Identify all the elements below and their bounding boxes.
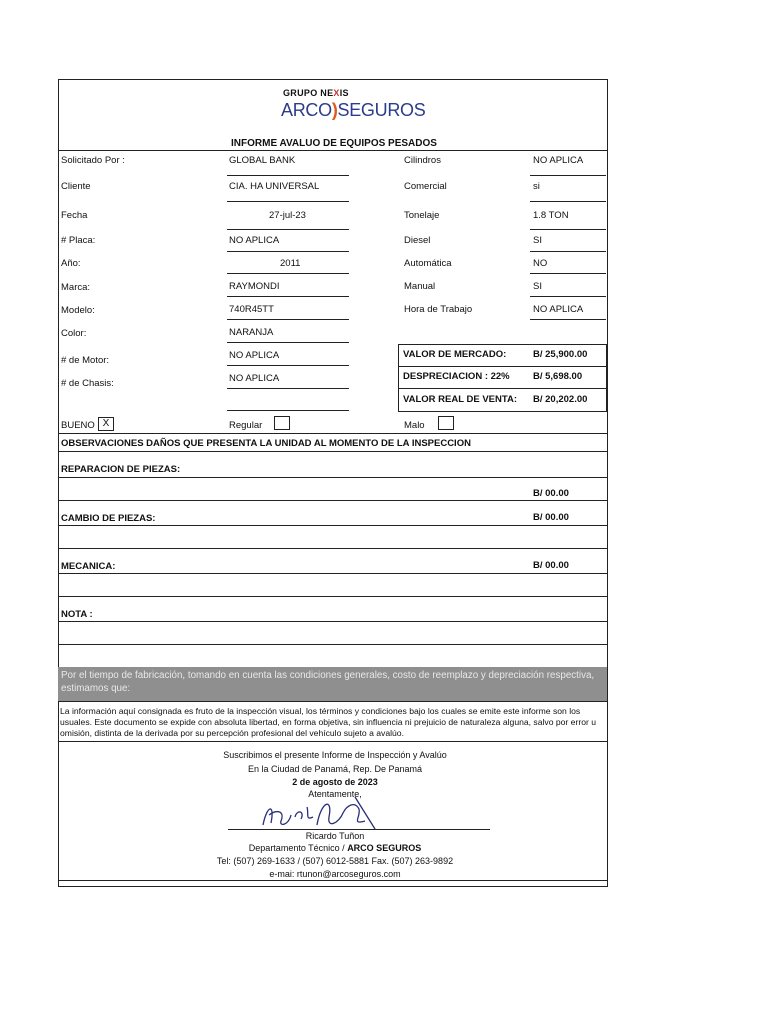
value-automatic: NO: [533, 258, 548, 269]
repair-value: B/ 00.00: [533, 488, 569, 499]
value-plate: NO APLICA: [229, 235, 280, 246]
underline: [530, 175, 606, 176]
label-work-hours: Hora de Trabajo: [404, 304, 473, 315]
contact-phones: Tel: (507) 269-1633 / (507) 6012-5881 Fax. (507) 263-9892: [216, 856, 454, 866]
underline: [227, 229, 349, 230]
condition-good-label: BUENO: [61, 420, 95, 431]
label-tonnage: Tonelaje: [404, 210, 440, 221]
label-model: Modelo:: [61, 305, 95, 316]
label-client: Cliente: [61, 181, 91, 192]
depreciation-label: DESPRECIACION : 22%: [403, 371, 510, 382]
divider: [58, 433, 607, 434]
underline: [227, 296, 349, 297]
company-logo: ARCO)SEGUROS: [281, 100, 426, 120]
value-chassis: NO APLICA: [229, 373, 280, 384]
condition-regular-checkbox[interactable]: [274, 416, 290, 430]
value-requested-by: GLOBAL BANK: [229, 155, 296, 166]
value-date: 27-jul-23: [269, 210, 306, 221]
signer-name: Ricardo Tuñon: [305, 831, 365, 841]
market-value-label: VALOR DE MERCADO:: [403, 349, 507, 360]
closing-line-2: En la Ciudad de Panamá, Rep. De Panamá: [247, 764, 423, 774]
underline: [530, 319, 606, 320]
divider: [58, 451, 607, 452]
divider: [58, 701, 607, 702]
underline: [227, 365, 349, 366]
underline: [227, 201, 349, 202]
label-brand: Marca:: [61, 282, 91, 293]
value-year: 2011: [280, 258, 301, 269]
label-manual: Manual: [404, 281, 436, 292]
signature-line: [228, 829, 490, 830]
underline: [227, 342, 349, 343]
underline: [227, 175, 349, 176]
label-motor: # de Motor:: [61, 355, 110, 366]
divider: [58, 741, 607, 742]
value-color: NARANJA: [229, 327, 274, 338]
underline: [227, 251, 349, 252]
value-model: 740R45TT: [229, 304, 274, 315]
label-requested-by: Solicitado Por :: [61, 155, 125, 166]
underline: [530, 201, 606, 202]
divider: [58, 150, 607, 151]
disclaimer-text: La información aquí consignada es fruto de la inspección visual, los términos y condiciones bajo los cuales se emite este informe son los usuales. Este documento se expide con absoluta libertad, en forma objetiva, sin influencia ni prejuicio de naturaleza alguna, salvo por error u omisión, distinta de la derivada por su percepción profesional del vehículo sujeto a avalúo.: [60, 706, 596, 738]
value-diesel: SI: [533, 235, 542, 246]
condition-good-checkbox[interactable]: X: [98, 417, 114, 431]
value-motor: NO APLICA: [229, 350, 280, 361]
value-work-hours: NO APLICA: [533, 304, 584, 315]
real-sale-value-label: VALOR REAL DE VENTA:: [403, 394, 518, 405]
underline: [227, 410, 349, 411]
divider: [58, 596, 607, 597]
condition-bad-checkbox[interactable]: [438, 416, 454, 430]
value-commercial: si: [533, 181, 540, 192]
divider: [398, 388, 606, 389]
underline: [227, 319, 349, 320]
group-logo: GRUPO NEXIS: [283, 88, 349, 98]
market-value: B/ 25,900.00: [533, 349, 588, 360]
depreciation-value: B/ 5,698.00: [533, 371, 583, 382]
value-cylinders: NO APLICA: [533, 155, 584, 166]
divider: [58, 500, 607, 501]
observations-heading: OBSERVACIONES DAÑOS QUE PRESENTA LA UNIDAD AL MOMENTO DE LA INSPECCION: [61, 438, 471, 449]
real-sale-value: B/ 20,202.00: [533, 394, 588, 405]
label-color: Color:: [61, 328, 87, 339]
underline: [530, 229, 606, 230]
underline: [530, 296, 606, 297]
closing-date: 2 de agosto de 2023: [292, 777, 378, 787]
value-tonnage: 1.8 TON: [533, 210, 569, 221]
label-diesel: Diesel: [404, 235, 431, 246]
label-year: Año:: [61, 258, 81, 269]
department: Departamento Técnico / ARCO SEGUROS: [248, 843, 422, 853]
underline: [227, 273, 349, 274]
change-label: CAMBIO DE PIEZAS:: [61, 513, 156, 524]
closing-line-1: Suscribimos el presente Informe de Inspección y Avalúo: [223, 750, 447, 760]
repair-label: REPARACION DE PIEZAS:: [61, 464, 181, 475]
value-manual: SI: [533, 281, 542, 292]
estimate-banner: Por el tiempo de fabricación, tomando en cuenta las condiciones generales, costo de reemplazo y depreciación respectiva, estimamos que:: [58, 667, 607, 701]
divider: [58, 573, 607, 574]
closing-regards: Atentamente,: [308, 789, 362, 799]
label-date: Fecha: [61, 210, 88, 221]
underline: [227, 388, 349, 389]
divider: [58, 621, 607, 622]
label-plate: # Placa:: [61, 235, 96, 246]
report-title: INFORME AVALUO DE EQUIPOS PESADOS: [231, 138, 437, 149]
label-automatic: Automática: [404, 258, 452, 269]
underline: [530, 251, 606, 252]
divider: [58, 548, 607, 549]
divider: [58, 525, 607, 526]
label-cylinders: Cilindros: [404, 155, 441, 166]
label-chassis: # de Chasis:: [61, 378, 114, 389]
underline: [530, 273, 606, 274]
value-client: CIA. HA UNIVERSAL: [229, 181, 320, 192]
divider: [58, 644, 607, 645]
mechanic-value: B/ 00.00: [533, 560, 569, 571]
label-commercial: Comercial: [404, 181, 447, 192]
divider: [58, 477, 607, 478]
mechanic-label: MECANICA:: [61, 561, 116, 572]
condition-regular-label: Regular: [229, 420, 263, 431]
value-brand: RAYMONDI: [229, 281, 280, 292]
divider: [398, 366, 606, 367]
divider: [58, 880, 607, 881]
condition-bad-label: Malo: [404, 420, 425, 431]
contact-email: e-mai: rtunon@arcoseguros.com: [269, 869, 401, 879]
change-value: B/ 00.00: [533, 512, 569, 523]
note-label: NOTA :: [61, 609, 93, 620]
